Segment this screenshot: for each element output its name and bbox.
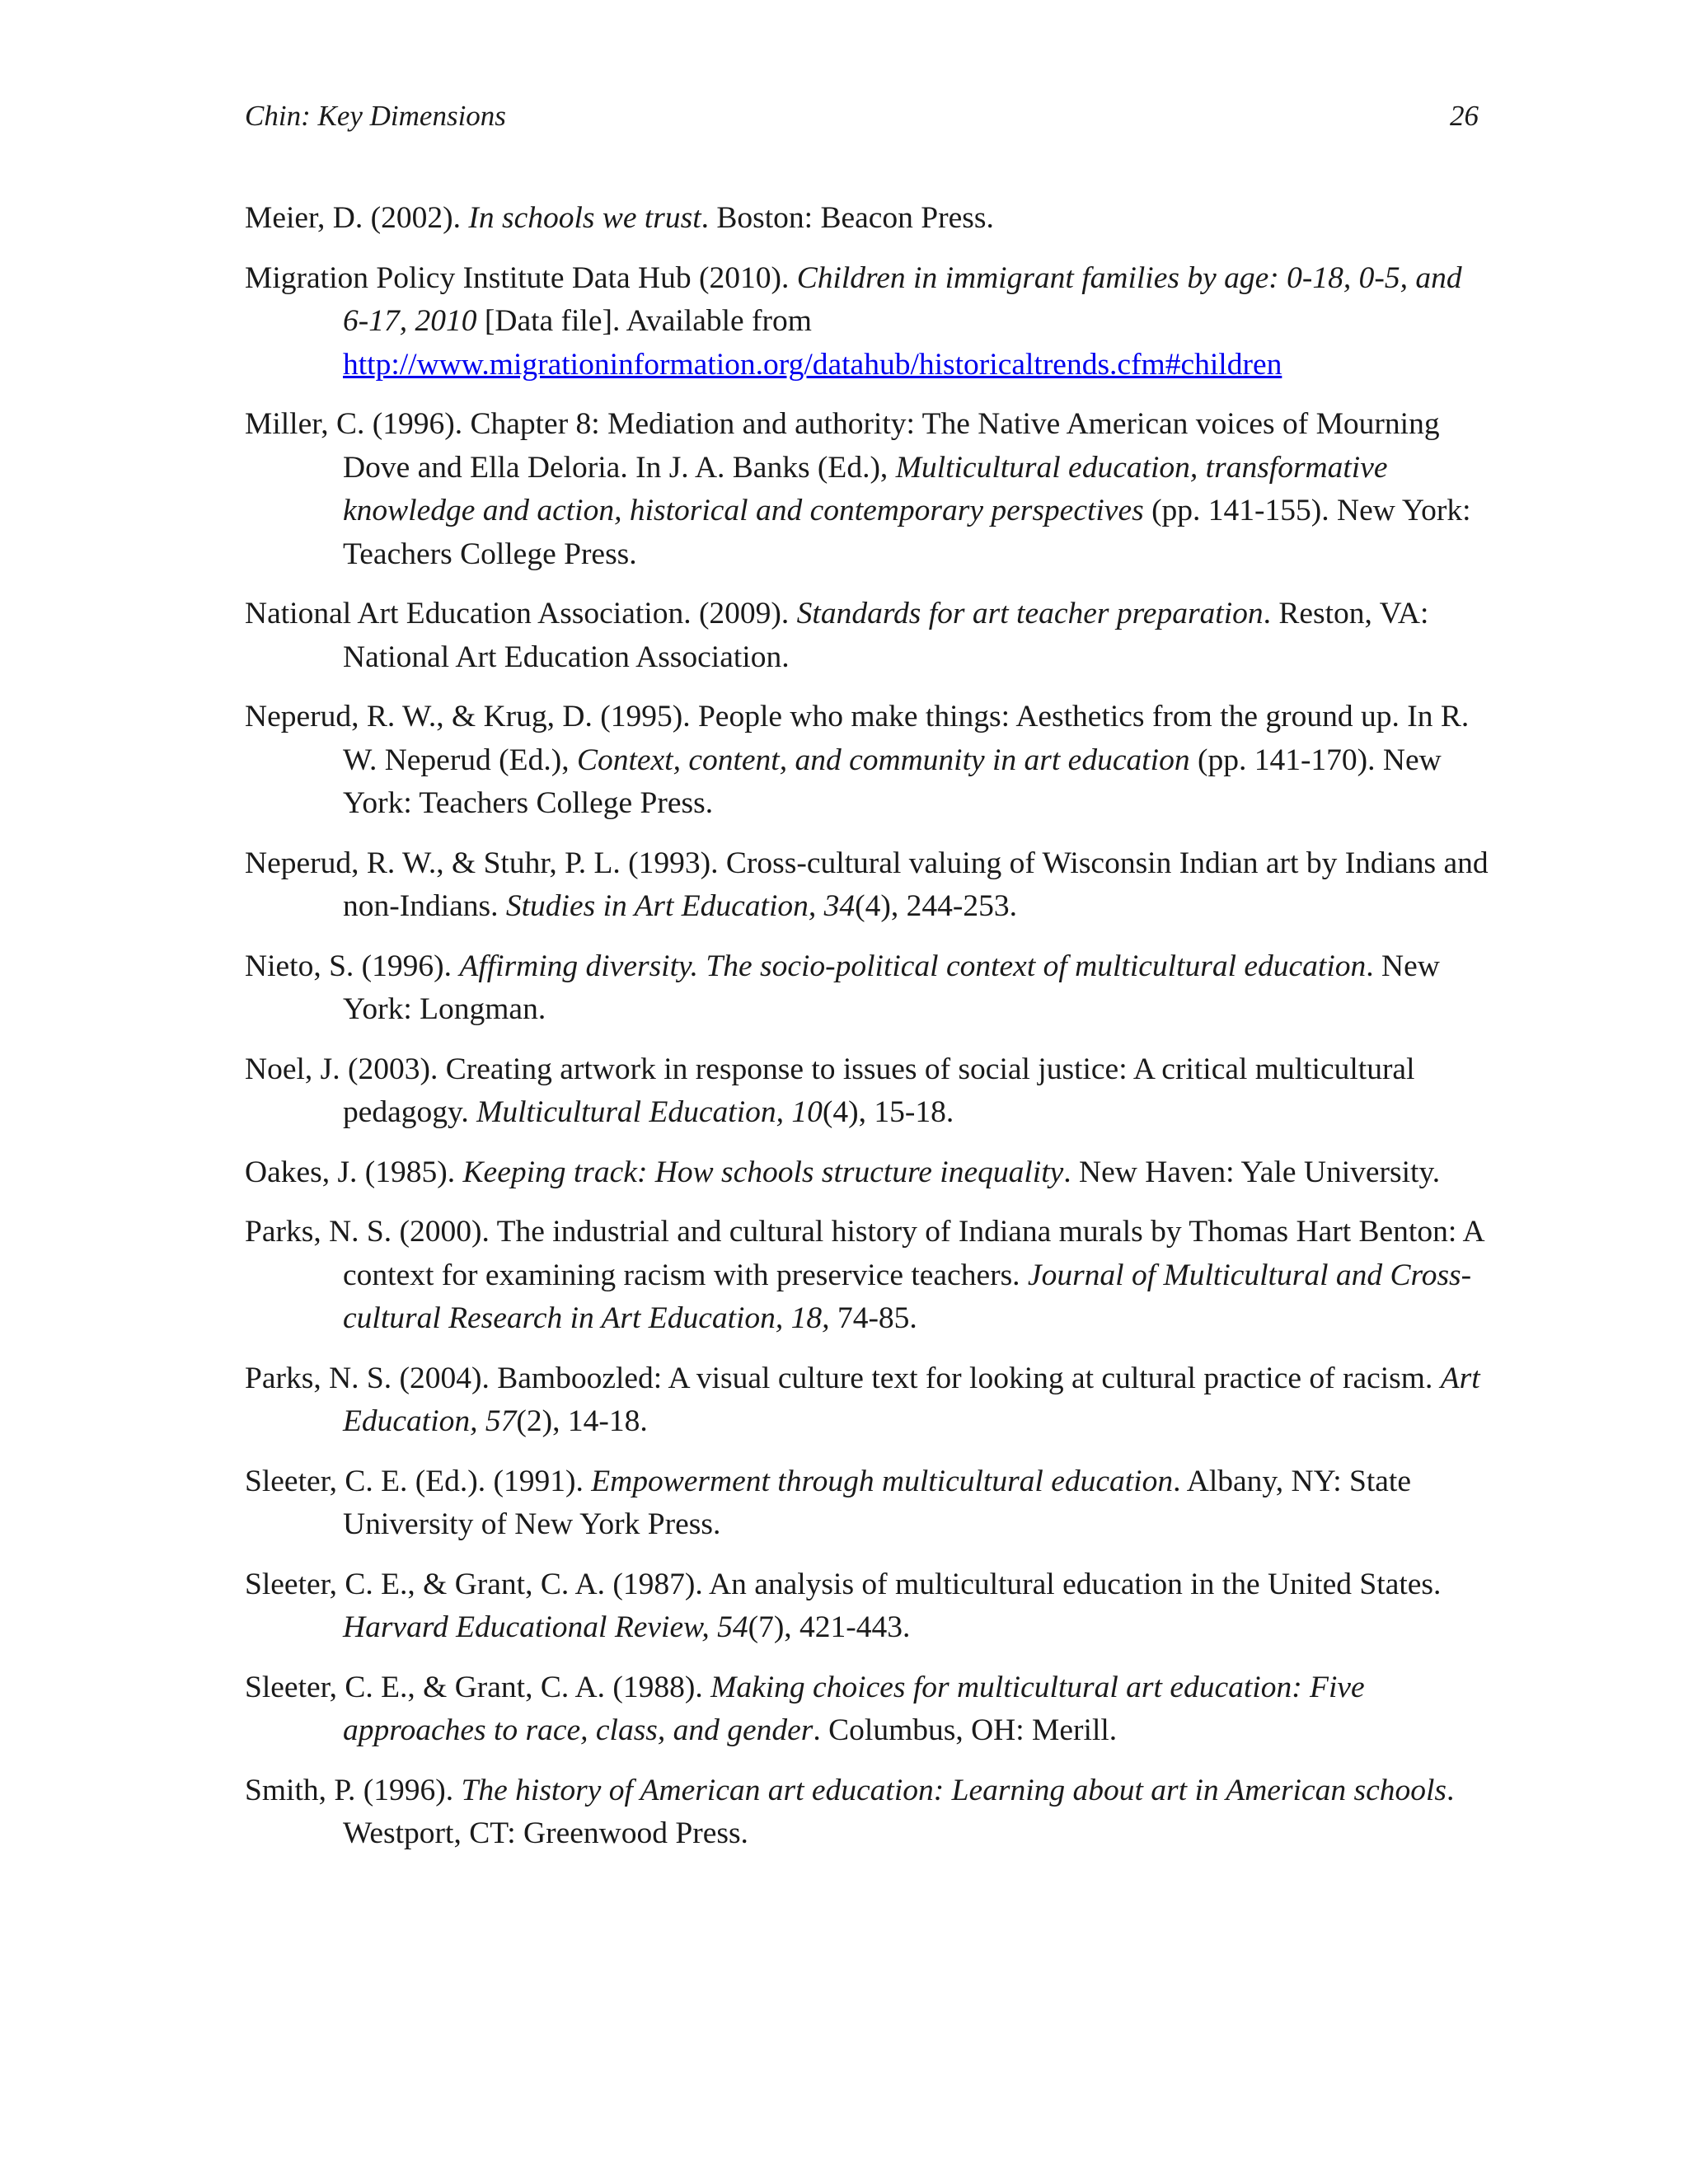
reference-author-date: Sleeter, C. E. (Ed.). (1991). xyxy=(245,1464,592,1498)
reference-entry xyxy=(245,1211,1489,1341)
reference-entry xyxy=(245,1460,1489,1547)
reference-publisher: . Boston: Beacon Press. xyxy=(701,201,994,235)
reference-title: Multicultural education, transformative knowledge and action, historical and contemporary perspectives xyxy=(343,450,1388,527)
reference-entry xyxy=(245,197,1489,241)
reference-author-date: Neperud, R. W., & Stuhr, P. L. (1993). Cross-cultural valuing of Wisconsin Indian art by Indians and non-Indians. xyxy=(245,846,1489,923)
reference-url-link[interactable]: http://www.migrationinformation.org/datahub/historicaltrends.cfm#children xyxy=(343,347,1282,382)
reference-author-date: Noel, J. (2003). Creating artwork in response to issues of social justice: A critical multicultural pedagogy. xyxy=(245,1052,1415,1129)
reference-publisher: . Reston, VA: National Art Education Association. xyxy=(343,597,1429,674)
reference-list xyxy=(245,197,1489,1872)
running-head: Chin: Key Dimensions xyxy=(245,100,506,132)
page-header xyxy=(245,96,1479,137)
reference-title: Children in immigrant families by age: 0-18, 0-5, and 6-17, 2010 xyxy=(343,260,1462,338)
reference-author-date: Nieto, S. (1996). xyxy=(245,949,460,983)
reference-title: Multicultural Education, 10 xyxy=(476,1095,823,1129)
reference-entry xyxy=(245,403,1489,576)
reference-publisher: (pp. 141-170). New York: Teachers College Press. xyxy=(343,743,1442,820)
reference-author-date: Migration Policy Institute Data Hub (2010). xyxy=(245,260,797,295)
reference-author-date: Neperud, R. W., & Krug, D. (1995). People who make things: Aesthetics from the ground up. In R. W. Neperud (Ed.), xyxy=(245,700,1470,777)
reference-entry xyxy=(245,842,1489,929)
reference-publisher: (4), 15-18. xyxy=(822,1095,954,1129)
reference-title: The history of American art education: Learning about art in American schools xyxy=(461,1773,1447,1807)
reference-title: Standards for art teacher preparation xyxy=(796,597,1264,630)
reference-title: Art Education, 57 xyxy=(343,1361,1480,1438)
reference-author-date: Oakes, J. (1985). xyxy=(245,1155,463,1189)
reference-author-date: Meier, D. (2002). xyxy=(245,201,469,235)
reference-entry xyxy=(245,257,1489,387)
reference-author-date: Parks, N. S. (2000). The industrial and cultural history of Indiana murals by Thomas Hart Benton: A context for examining racism with preservice teachers. xyxy=(245,1215,1484,1292)
reference-title: Affirming diversity. The socio-political context of multicultural education xyxy=(459,949,1367,983)
reference-entry xyxy=(245,1563,1489,1650)
reference-publisher: . Westport, CT: Greenwood Press. xyxy=(343,1773,1455,1850)
reference-title: Context, content, and community in art education xyxy=(576,743,1190,777)
reference-publisher: . Albany, NY: State University of New York Press. xyxy=(343,1464,1411,1541)
reference-author-date: Smith, P. (1996). xyxy=(245,1773,462,1807)
reference-title: Harvard Educational Review, 54 xyxy=(343,1610,748,1644)
reference-entry xyxy=(245,1357,1489,1444)
reference-publisher: 74-85. xyxy=(829,1301,917,1335)
reference-author-date: National Art Education Association. (2009). xyxy=(245,597,797,630)
reference-publisher: (pp. 141-155). New York: Teachers College Press. xyxy=(343,494,1471,571)
reference-publisher: . New York: Longman. xyxy=(343,949,1440,1026)
reference-author-date: Sleeter, C. E., & Grant, C. A. (1988). xyxy=(245,1670,711,1704)
page-number: 26 xyxy=(1450,100,1479,132)
reference-publisher: . Columbus, OH: Merill. xyxy=(813,1713,1118,1747)
reference-title: In schools we trust xyxy=(468,201,701,235)
reference-title: Empowerment through multicultural education xyxy=(591,1464,1174,1498)
reference-publisher: (2), 14-18. xyxy=(516,1404,648,1438)
reference-author-date: Miller, C. (1996). Chapter 8: Mediation and authority: The Native American voices of Mourning Dove and Ella Deloria. In J. A. Banks (Ed.), xyxy=(245,407,1440,485)
reference-author-date: Sleeter, C. E., & Grant, C. A. (1987). An analysis of multicultural education in the United States. xyxy=(245,1567,1442,1601)
reference-publisher: [Data file]. Available from xyxy=(476,304,812,338)
reference-publisher: . New Haven: Yale University. xyxy=(1063,1155,1441,1189)
reference-entry xyxy=(245,1151,1489,1195)
reference-entry xyxy=(245,593,1489,679)
reference-entry xyxy=(245,1769,1489,1856)
reference-author-date: Parks, N. S. (2004). Bamboozled: A visual culture text for looking at cultural practice of racism. xyxy=(245,1361,1441,1395)
reference-title: Making choices for multicultural art education: Five approaches to race, class, and gender xyxy=(343,1670,1365,1747)
reference-publisher: (7), 421-443. xyxy=(748,1610,911,1644)
reference-entry xyxy=(245,1048,1489,1135)
reference-title: Journal of Multicultural and Cross-cultural Research in Art Education, 18, xyxy=(343,1258,1472,1335)
reference-entry xyxy=(245,696,1489,826)
reference-publisher: (4), 244-253. xyxy=(855,889,1017,923)
reference-title: Studies in Art Education, 34 xyxy=(505,889,856,923)
reference-title: Keeping track: How schools structure inequality xyxy=(462,1155,1064,1189)
reference-entry xyxy=(245,945,1489,1032)
reference-entry xyxy=(245,1666,1489,1753)
